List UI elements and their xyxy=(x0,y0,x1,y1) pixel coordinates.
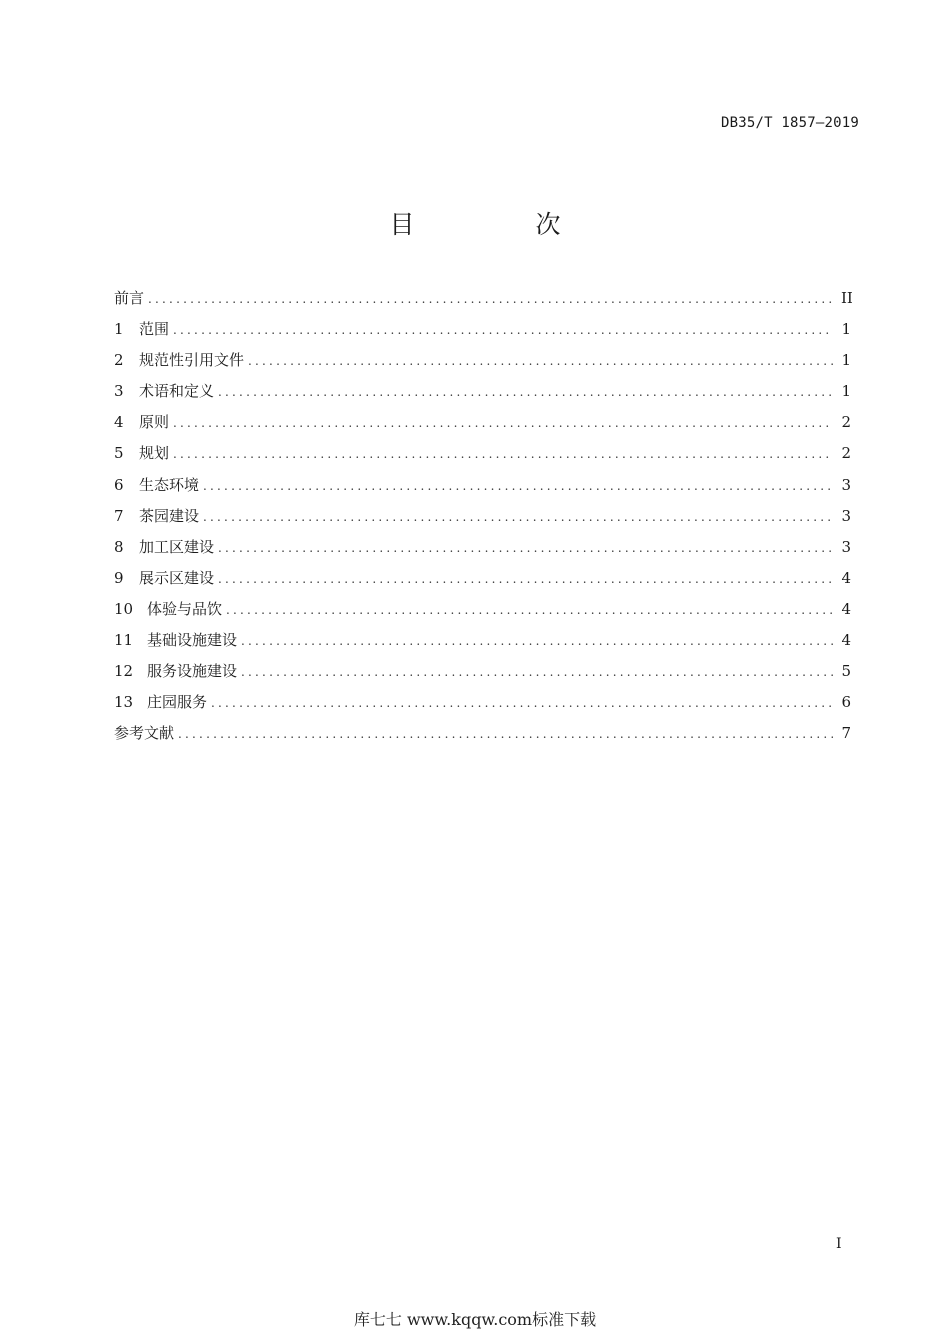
toc-entry-number: 4 xyxy=(114,413,124,432)
toc-dot-leader xyxy=(148,287,833,311)
toc-entry-page: 4 xyxy=(841,599,851,618)
toc-dot-leader xyxy=(218,567,833,591)
toc-dot-leader xyxy=(203,474,833,498)
toc-entry-3[interactable] xyxy=(114,379,851,410)
toc-entry-page: 3 xyxy=(841,506,851,525)
toc-dot-leader xyxy=(218,380,833,404)
toc-entry-label: 服务设施建设 xyxy=(147,662,238,681)
toc-entry-7[interactable] xyxy=(114,504,851,535)
page-number: I xyxy=(836,1236,842,1252)
toc-entry-13[interactable] xyxy=(114,690,851,721)
toc-entry-page: 4 xyxy=(841,631,851,650)
toc-entry-label: 前言 xyxy=(114,289,145,307)
toc-dot-leader xyxy=(211,691,833,715)
toc-entry-12[interactable] xyxy=(114,659,851,690)
toc-dot-leader xyxy=(173,411,833,435)
toc-entry-number: 10 xyxy=(114,599,134,618)
toc-entry-page: 1 xyxy=(841,382,851,401)
page-title: 目 次 xyxy=(389,210,609,239)
toc-dot-leader xyxy=(173,442,833,466)
toc-dot-leader xyxy=(173,318,833,342)
toc-entry-references[interactable] xyxy=(114,721,851,752)
toc-entry-page: 3 xyxy=(841,475,851,494)
toc-entry-label: 范围 xyxy=(139,320,170,339)
toc-entry-label: 生态环境 xyxy=(139,475,200,494)
toc-dot-leader xyxy=(241,629,833,653)
toc-entry-label: 展示区建设 xyxy=(139,568,215,587)
toc-entry-number: 1 xyxy=(114,320,124,339)
toc-entry-number: 13 xyxy=(114,693,134,712)
toc-entry-4[interactable] xyxy=(114,410,851,441)
toc-entry-number: 7 xyxy=(114,506,124,525)
toc-entry-6[interactable] xyxy=(114,473,851,504)
toc-entry-label: 参考文献 xyxy=(114,724,175,743)
toc-entry-number: 2 xyxy=(114,351,124,370)
toc-dot-leader xyxy=(248,349,833,373)
toc-entry-label: 加工区建设 xyxy=(139,537,215,556)
toc-entry-page: 3 xyxy=(841,537,851,556)
toc-entry-label: 规划 xyxy=(139,444,170,463)
toc-entry-label: 体验与品饮 xyxy=(147,599,223,618)
toc-entry-label: 原则 xyxy=(139,413,170,432)
toc-entry-page: 2 xyxy=(841,444,851,463)
toc-entry-9[interactable] xyxy=(114,566,851,597)
toc-dot-leader xyxy=(203,505,833,529)
toc-entry-1[interactable] xyxy=(114,317,851,348)
toc-entry-number: 8 xyxy=(114,537,124,556)
toc-entry-number: 3 xyxy=(114,382,124,401)
toc-entry-10[interactable] xyxy=(114,597,851,628)
toc-entry-11[interactable] xyxy=(114,628,851,659)
toc-entry-page: II xyxy=(841,289,853,307)
toc-entry-number: 6 xyxy=(114,475,124,494)
toc-entry-label: 基础设施建设 xyxy=(147,631,238,650)
toc-entry-label: 术语和定义 xyxy=(139,382,215,401)
toc-entry-number: 5 xyxy=(114,444,124,463)
toc-entry-foreword[interactable] xyxy=(114,286,851,317)
toc-entry-label: 茶园建设 xyxy=(139,506,200,525)
toc-entry-page: 1 xyxy=(841,351,851,370)
toc-entry-page: 1 xyxy=(841,320,851,339)
toc-entry-page: 2 xyxy=(841,413,851,432)
toc-entry-page: 7 xyxy=(841,724,851,743)
footer-watermark: 库七七 www.kqqw.com标准下载 xyxy=(353,1310,597,1329)
toc-dot-leader xyxy=(218,536,833,560)
toc-entry-8[interactable] xyxy=(114,535,851,566)
toc-entry-label: 规范性引用文件 xyxy=(139,351,245,370)
toc-entry-page: 4 xyxy=(841,568,851,587)
toc-entry-5[interactable] xyxy=(114,441,851,472)
toc-entry-page: 5 xyxy=(841,662,851,681)
toc-dot-leader xyxy=(178,722,833,746)
toc-entry-label: 庄园服务 xyxy=(147,693,208,712)
toc-dot-leader xyxy=(226,598,833,622)
standard-code: DB35/T 1857—2019 xyxy=(720,115,859,131)
toc-entry-number: 12 xyxy=(114,662,134,681)
toc-dot-leader xyxy=(241,660,833,684)
toc-entry-2[interactable] xyxy=(114,348,851,379)
table-of-contents xyxy=(114,286,851,752)
toc-entry-page: 6 xyxy=(841,693,851,712)
toc-entry-number: 11 xyxy=(114,631,134,650)
toc-entry-number: 9 xyxy=(114,568,124,587)
